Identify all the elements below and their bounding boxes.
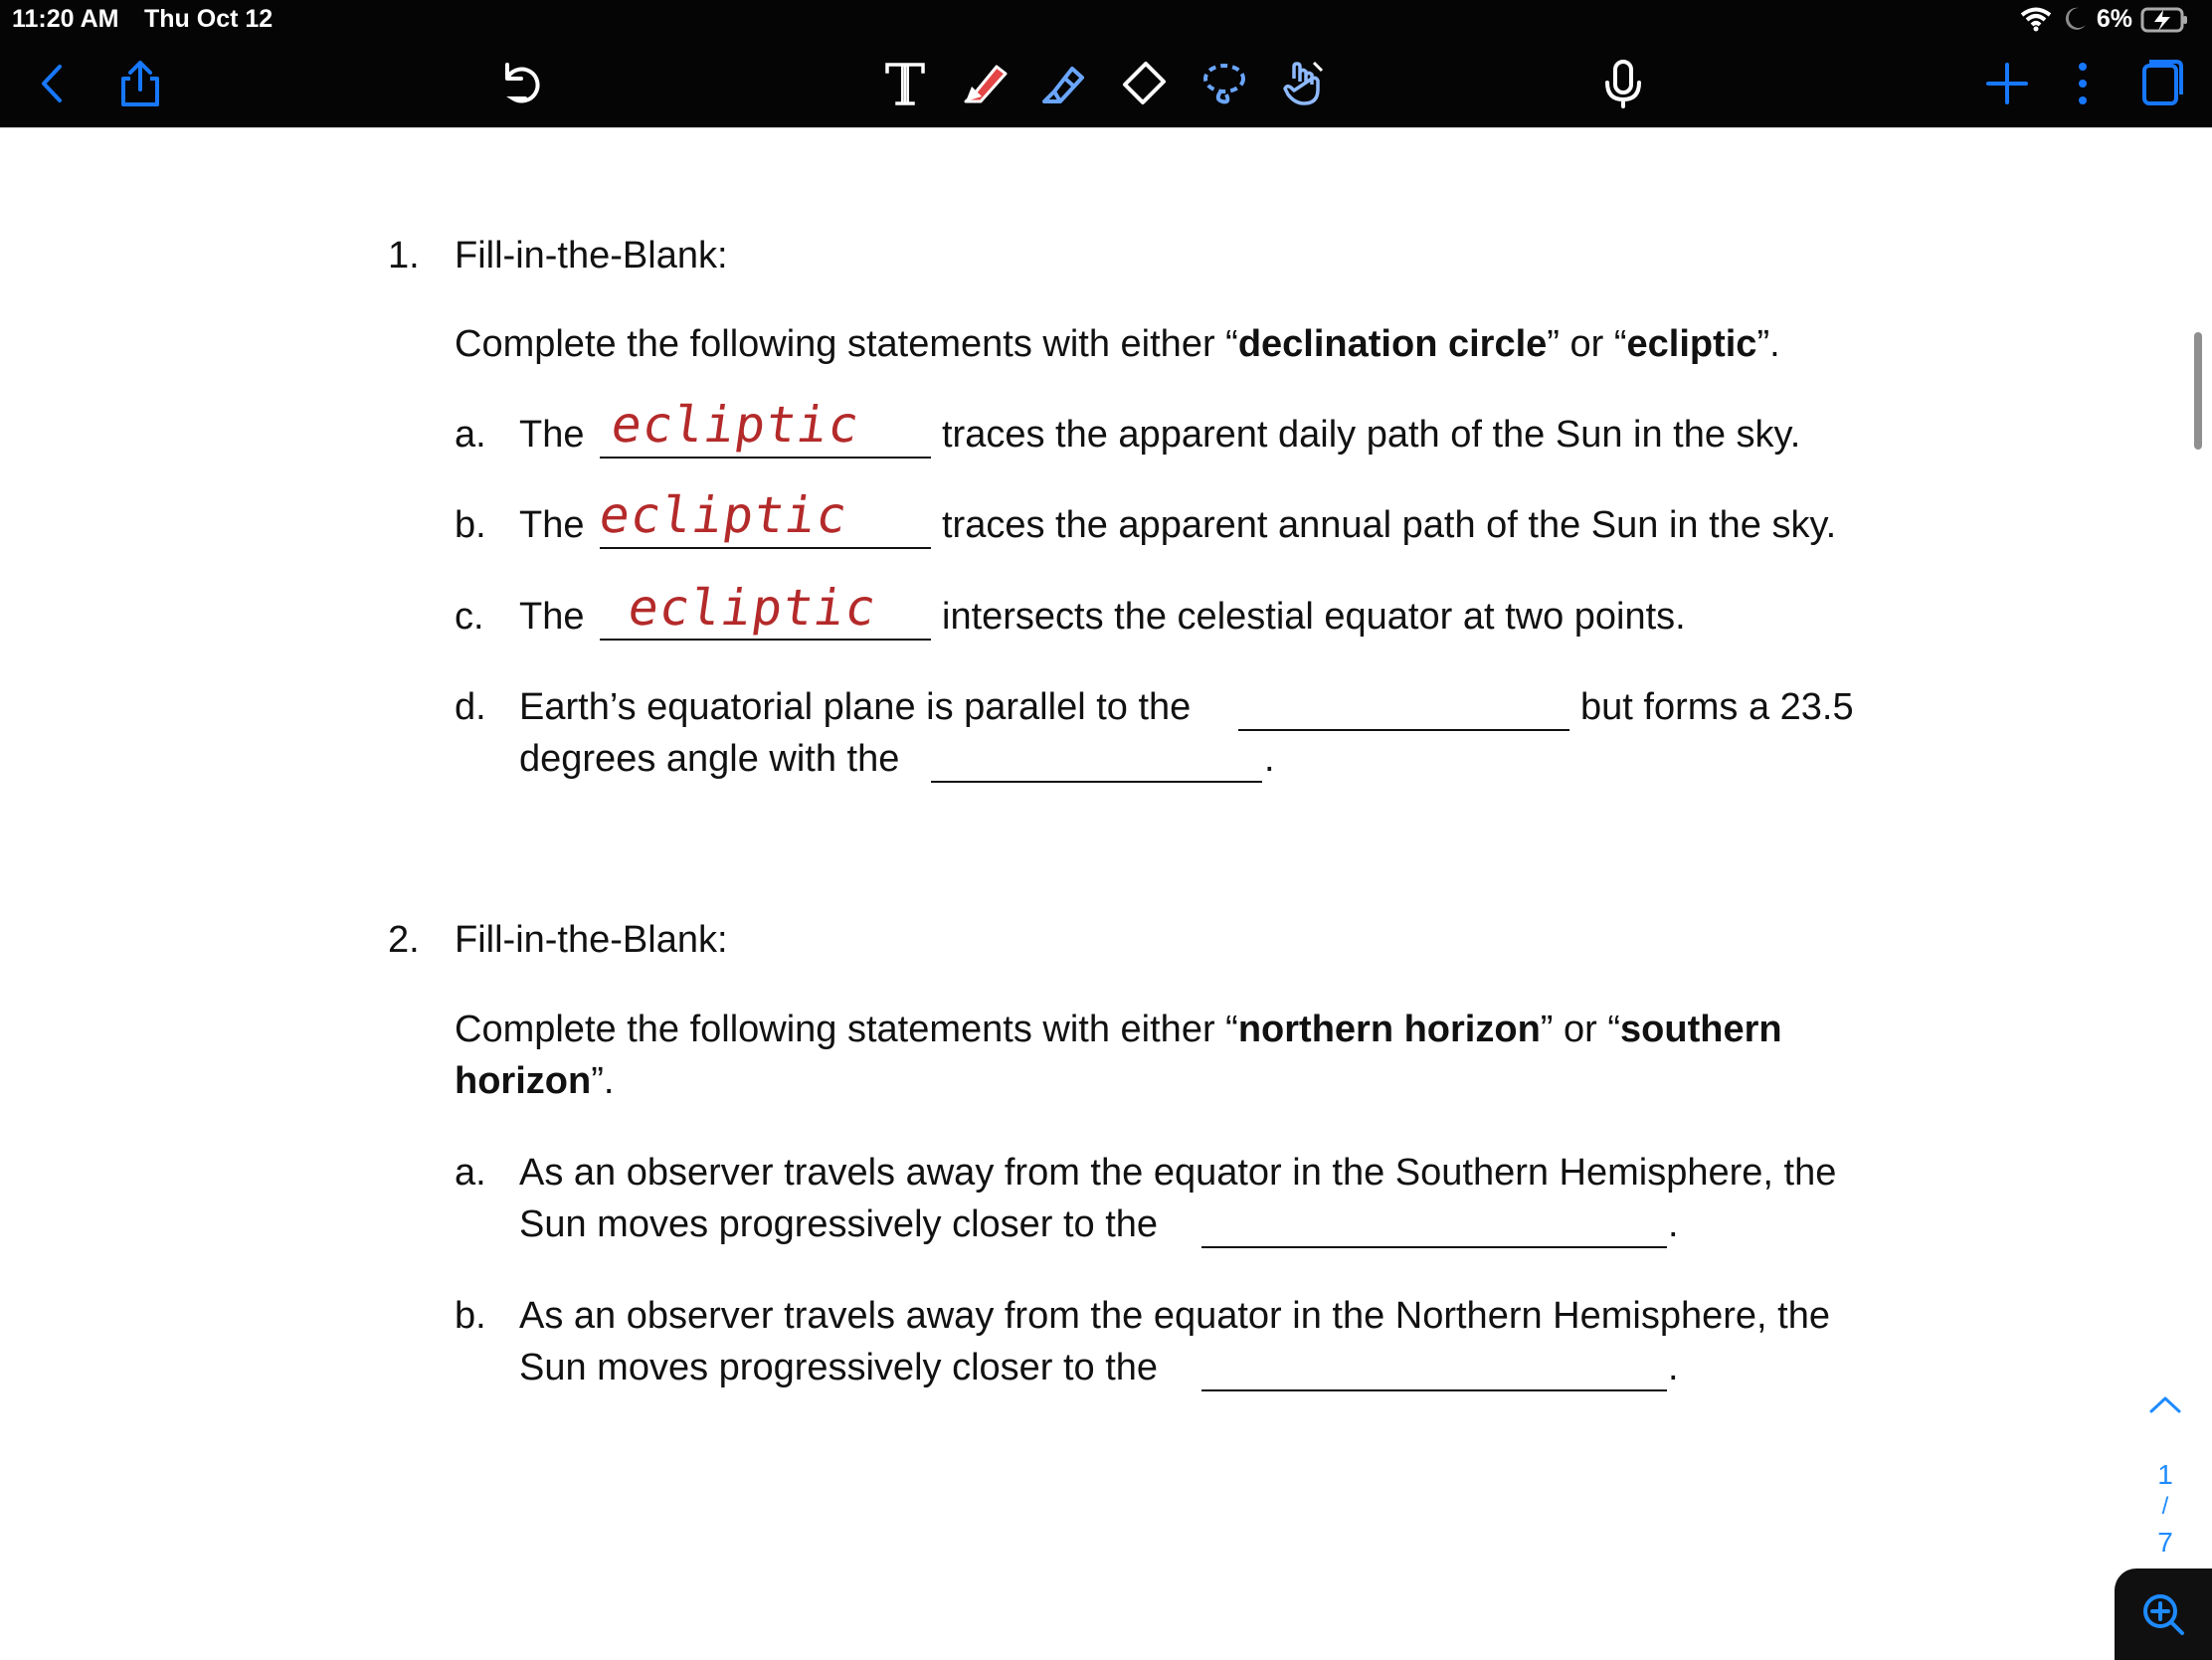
microphone-icon	[1596, 57, 1650, 110]
text-tool-button[interactable]	[875, 54, 935, 113]
question-1-number: 1.	[388, 235, 420, 277]
item-d-line-1-end: but forms a 23.5	[1580, 686, 1854, 728]
question-2-instructions-line-1: Complete the following statements with either “northern horizon” or “southern	[455, 1009, 1782, 1050]
pen-tool-button[interactable]	[956, 54, 1015, 113]
back-button[interactable]	[23, 54, 83, 113]
page-view-icon	[2133, 57, 2187, 110]
eraser-tool-button[interactable]	[1114, 54, 1174, 113]
highlighter-tool-button[interactable]	[1033, 54, 1093, 113]
add-icon	[1980, 57, 2034, 110]
question-2-item-a-line-1: As an observer travels away from the equator in the Southern Hemisphere, the	[519, 1152, 1837, 1194]
battery-percent: 6%	[2096, 4, 2132, 33]
page-view-button[interactable]	[2130, 54, 2190, 113]
item-c-label: c.	[455, 596, 484, 638]
question-2-item-a-period: .	[1668, 1203, 1679, 1245]
question-2-item-b-line-1: As an observer travels away from the equator in the Northern Hemisphere, the	[519, 1295, 1830, 1337]
item-d-blank-2[interactable]	[931, 781, 1262, 783]
eraser-tool-icon	[1117, 57, 1171, 110]
lasso-tool-button[interactable]	[1194, 54, 1253, 113]
item-a-text: traces the apparent daily path of the Sun in the sky.	[942, 414, 1801, 456]
option-southern-horizon: southern	[1620, 1009, 1782, 1050]
item-c-handwritten-answer: ecliptic	[624, 579, 880, 637]
current-page-number: 1	[2157, 1459, 2173, 1490]
zoom-button[interactable]	[2115, 1568, 2212, 1660]
document-page[interactable]	[0, 127, 2212, 1660]
option-declination-circle: declination circle	[1237, 323, 1548, 365]
pen-tool-icon	[959, 57, 1013, 110]
vertical-scrollbar[interactable]	[2194, 332, 2202, 450]
back-icon	[26, 57, 80, 110]
status-icons	[2019, 2, 2190, 36]
item-b-text: traces the apparent annual path of the Sun in the sky.	[942, 504, 1837, 546]
question-2-item-a-line-2: Sun moves progressively closer to the	[519, 1203, 1159, 1245]
touch-tool-icon	[1276, 57, 1330, 110]
undo-button[interactable]	[492, 54, 552, 113]
battery-charging-icon	[2140, 4, 2190, 34]
item-c-the: The	[519, 596, 585, 638]
more-button[interactable]	[2053, 54, 2113, 113]
question-1-instructions: Complete the following statements with either “declination circle” or “ecliptic”.	[455, 323, 1780, 365]
item-b-handwritten-answer: ecliptic	[595, 486, 851, 544]
item-d-line-2: degrees angle with the	[519, 738, 900, 780]
item-b-blank[interactable]	[600, 547, 931, 549]
question-2-title: Fill-in-the-Blank:	[455, 919, 728, 961]
item-d-line-1-start: Earth’s equatorial plane is parallel to the	[519, 686, 1192, 728]
add-button[interactable]	[1977, 54, 2037, 113]
question-2-number: 2.	[388, 919, 420, 961]
option-northern-horizon: northern horizon	[1237, 1009, 1541, 1050]
lasso-tool-icon	[1197, 57, 1250, 110]
highlighter-tool-icon	[1036, 57, 1090, 110]
text-tool-icon	[878, 57, 932, 110]
item-b-the: The	[519, 504, 585, 546]
moon-icon	[2061, 5, 2089, 33]
status-time: 11:20 AM	[12, 5, 119, 33]
status-date: Thu Oct 12	[144, 5, 274, 33]
microphone-button[interactable]	[1593, 54, 1653, 113]
item-c-text: intersects the celestial equator at two points.	[942, 596, 1686, 638]
item-d-period: .	[1264, 738, 1275, 780]
question-2-item-a-label: a.	[455, 1152, 486, 1194]
question-2-item-b-period: .	[1668, 1347, 1679, 1388]
question-1-title: Fill-in-the-Blank:	[455, 235, 728, 277]
touch-tool-button[interactable]	[1273, 54, 1333, 113]
question-2-item-b-label: b.	[455, 1295, 486, 1337]
question-2-instructions-line-2: horizon”.	[455, 1060, 615, 1102]
item-b-label: b.	[455, 504, 486, 546]
item-a-label: a.	[455, 414, 486, 456]
item-c-blank[interactable]	[600, 639, 931, 641]
top-toolbar	[0, 0, 2212, 127]
option-ecliptic: ecliptic	[1626, 323, 1757, 365]
question-2-item-b-line-2: Sun moves progressively closer to the	[519, 1347, 1159, 1388]
share-button[interactable]	[110, 54, 170, 113]
undo-icon	[495, 57, 549, 110]
item-d-blank-1[interactable]	[1238, 729, 1569, 731]
share-icon	[113, 57, 167, 110]
item-a-blank[interactable]	[600, 457, 931, 459]
item-a-handwritten-answer: ecliptic	[607, 396, 863, 454]
previous-page-icon[interactable]	[2143, 1389, 2187, 1419]
question-2-item-a-blank[interactable]	[1201, 1246, 1667, 1248]
zoom-in-icon	[2139, 1590, 2187, 1638]
item-d-label: d.	[455, 686, 486, 728]
wifi-icon	[2019, 6, 2053, 32]
item-a-the: The	[519, 414, 585, 456]
page-separator: /	[2161, 1493, 2169, 1520]
more-icon	[2056, 57, 2110, 110]
question-2-item-b-blank[interactable]	[1201, 1389, 1667, 1391]
total-page-count: 7	[2157, 1527, 2173, 1558]
